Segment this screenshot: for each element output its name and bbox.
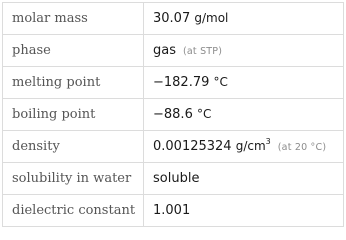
value-number: 1.001: [153, 203, 191, 218]
value-note: (at STP): [183, 46, 223, 57]
table-row: [3, 67, 344, 99]
row-value: [144, 35, 344, 67]
value-unit: °C: [196, 107, 212, 121]
table-row: [3, 99, 344, 131]
row-label: molar mass: [3, 3, 144, 35]
row-value: [144, 195, 344, 227]
table-row: [3, 195, 344, 227]
row-label: density: [3, 131, 144, 163]
properties-table: [2, 2, 344, 227]
row-label: phase: [3, 35, 144, 67]
value-text: soluble: [153, 171, 200, 186]
value-number: 30.07: [153, 11, 191, 26]
unit-base: g/cm: [235, 139, 266, 153]
table-row: [3, 35, 344, 67]
table-row: [3, 3, 344, 35]
row-value: [144, 163, 344, 195]
row-label: solubility in water: [3, 163, 144, 195]
value-unit: °C: [213, 75, 228, 89]
unit-exponent: 3: [265, 137, 271, 146]
value-text: gas: [153, 43, 176, 58]
row-value: [144, 99, 344, 131]
row-value: [144, 3, 344, 35]
row-value: [144, 67, 344, 99]
row-label: dielectric constant: [3, 195, 144, 227]
value-unit: g/mol: [194, 11, 229, 25]
row-value: [144, 131, 344, 163]
row-label: melting point: [3, 67, 144, 99]
value-note: (at 20 °C): [277, 142, 327, 153]
value-number: 0.00125324: [153, 139, 232, 154]
table-row: [3, 163, 344, 195]
value-number: −88.6: [153, 107, 193, 122]
value-unit: [236, 139, 271, 153]
row-label: boiling point: [3, 99, 144, 131]
value-number: −182.79: [153, 75, 210, 90]
table-row: [3, 131, 344, 163]
